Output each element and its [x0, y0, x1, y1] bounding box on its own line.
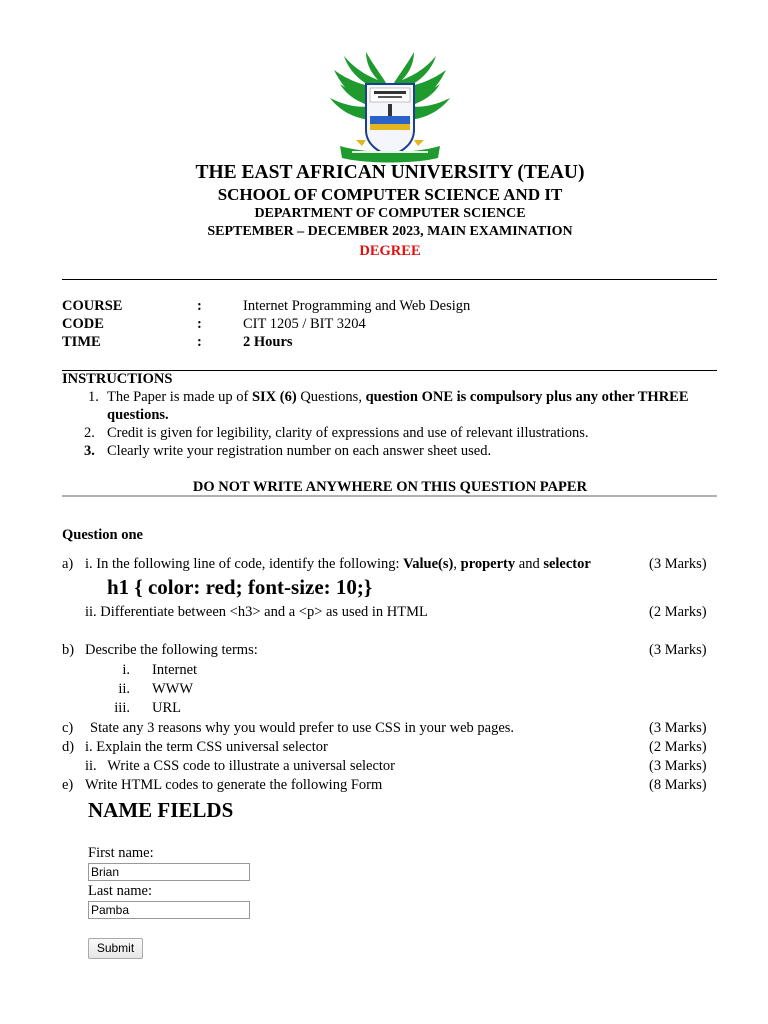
- instruction-text: The Paper is made up of: [107, 389, 252, 405]
- divider: [62, 495, 717, 497]
- marks-label: (8 Marks): [649, 777, 707, 793]
- instruction-1-cont: questions.: [107, 407, 169, 423]
- marks-label: (3 Marks): [649, 758, 707, 774]
- marks-label: (2 Marks): [649, 604, 707, 620]
- time-value: 2 Hours: [243, 334, 293, 350]
- last-name-field[interactable]: Pamba: [88, 901, 250, 919]
- code-value: CIT 1205 / BIT 3204: [243, 316, 366, 332]
- marks-label: (3 Marks): [649, 642, 707, 658]
- instruction-text: Questions,: [296, 389, 366, 405]
- first-name-field[interactable]: Brian: [88, 863, 250, 881]
- instruction-number: 1.: [88, 389, 99, 405]
- instruction-2: Credit is given for legibility, clarity of expressions and use of relevant illustrations.: [107, 425, 589, 441]
- item-label: b): [62, 642, 75, 658]
- item-label: a): [62, 556, 74, 572]
- department-name: DEPARTMENT OF COMPUTER SCIENCE: [254, 206, 526, 221]
- question-d-i: i. Explain the term CSS universal selector: [85, 739, 328, 755]
- instruction-3: Clearly write your registration number on each answer sheet used.: [107, 443, 492, 459]
- instruction-1: [107, 389, 689, 406]
- item-label: c): [62, 720, 74, 736]
- first-name-label: First name:: [88, 845, 154, 861]
- question-b: Describe the following terms:: [85, 642, 258, 658]
- question-text: and: [515, 556, 544, 572]
- item-label: d): [62, 739, 75, 755]
- question-c: State any 3 reasons why you would prefer to use CSS in your web pages.: [90, 720, 515, 736]
- time-sep: :: [197, 334, 202, 350]
- divider: [62, 279, 717, 280]
- code-label: CODE: [62, 316, 104, 332]
- question-emphasis: property: [460, 556, 516, 572]
- instructions-heading: INSTRUCTIONS: [62, 371, 173, 387]
- question-a-i: [85, 556, 591, 573]
- course-value: Internet Programming and Web Design: [243, 298, 471, 314]
- question-emphasis: Value(s): [403, 556, 454, 572]
- question-heading: Question one: [62, 527, 143, 543]
- question-text: i. In the following line of code, identify the following:: [85, 556, 404, 572]
- time-label: TIME: [62, 334, 101, 350]
- term-url: URL: [152, 700, 181, 716]
- instruction-emphasis: question ONE is compulsory plus any other THREE: [365, 389, 689, 405]
- term-internet: Internet: [152, 662, 198, 678]
- question-e: Write HTML codes to generate the following Form: [85, 777, 383, 793]
- term-www: WWW: [152, 681, 194, 697]
- form-title: NAME FIELDS: [88, 798, 234, 822]
- instruction-number: 3.: [84, 443, 95, 459]
- code-snippet: h1 { color: red; font-size: 10;}: [107, 575, 373, 599]
- last-name-label: Last name:: [88, 883, 153, 899]
- school-name: SCHOOL OF COMPUTER SCIENCE AND IT: [217, 185, 563, 204]
- question-text: ,: [453, 556, 461, 572]
- marks-label: (3 Marks): [649, 556, 707, 572]
- instruction-emphasis: SIX (6): [251, 389, 297, 405]
- code-sep: :: [197, 316, 202, 332]
- question-a-ii: ii. Differentiate between <h3> and a <p> as used in HTML: [85, 604, 428, 620]
- term-number: iii.: [114, 700, 130, 716]
- term-number: i.: [122, 662, 130, 678]
- instruction-number: 2.: [84, 425, 95, 441]
- university-logo: [326, 50, 454, 165]
- item-label: e): [62, 777, 74, 793]
- submit-button[interactable]: Submit: [88, 938, 143, 959]
- university-name: THE EAST AFRICAN UNIVERSITY (TEAU): [195, 162, 585, 183]
- exam-title: SEPTEMBER – DECEMBER 2023, MAIN EXAMINATION: [207, 224, 573, 239]
- term-number: ii.: [118, 681, 130, 697]
- question-d-ii: ii. Write a CSS code to illustrate a universal selector: [85, 758, 396, 774]
- course-label: COURSE: [62, 298, 123, 314]
- course-sep: :: [197, 298, 202, 314]
- warning-text: DO NOT WRITE ANYWHERE ON THIS QUESTION PAPER: [192, 479, 588, 495]
- marks-label: (3 Marks): [649, 720, 707, 736]
- question-emphasis: selector: [543, 556, 591, 572]
- level-label: DEGREE: [359, 243, 421, 259]
- marks-label: (2 Marks): [649, 739, 707, 755]
